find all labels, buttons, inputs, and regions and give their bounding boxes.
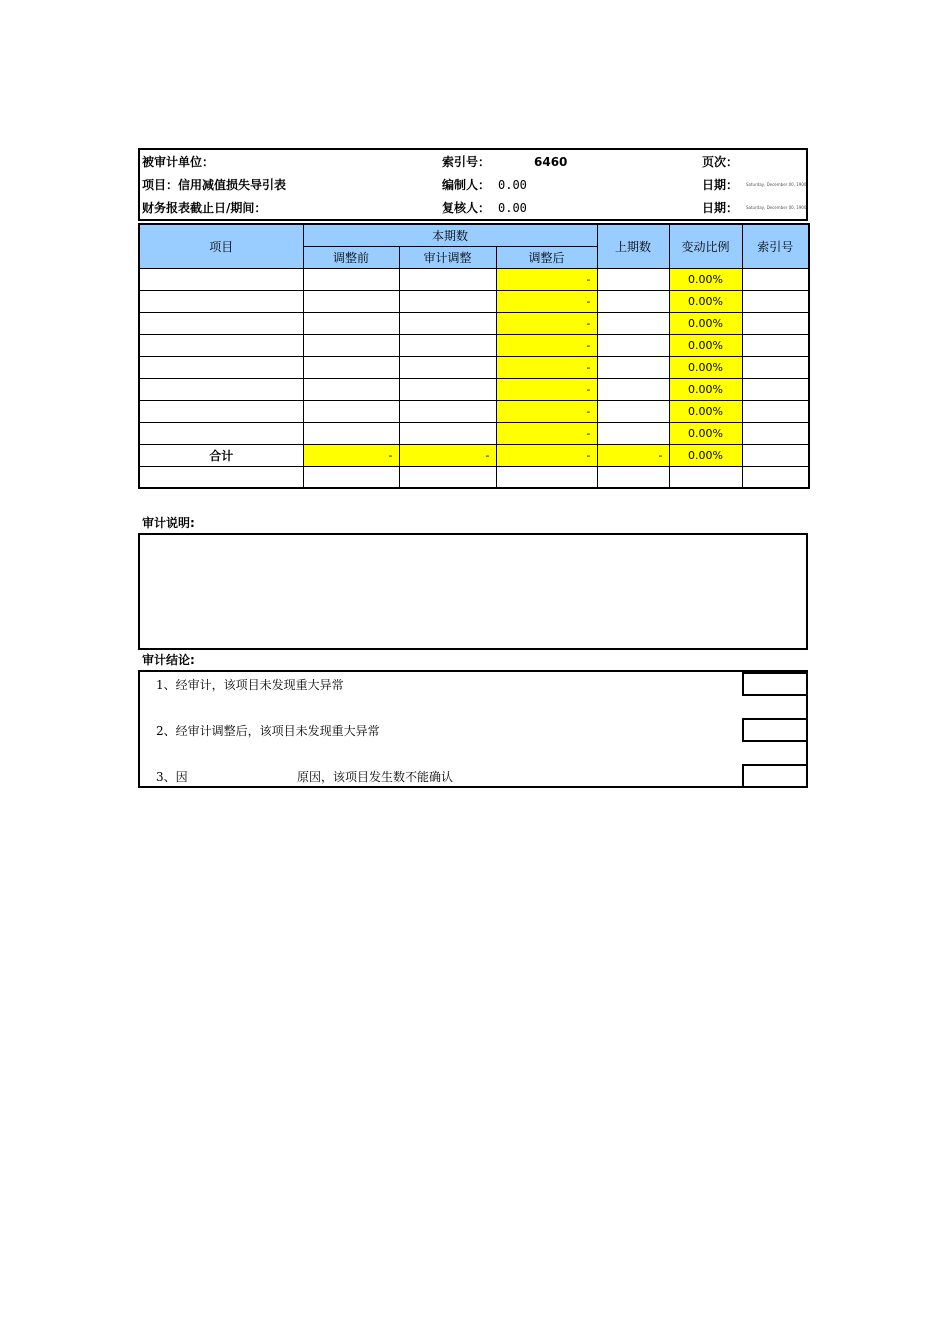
col-header-ref: 索引号 — [742, 224, 809, 268]
cell-after[interactable]: - — [496, 400, 597, 422]
cell-after[interactable]: - — [496, 356, 597, 378]
table-row — [139, 290, 809, 312]
table-row — [139, 400, 809, 422]
cell-prior[interactable] — [597, 378, 669, 400]
index-label: 索引号： — [442, 155, 491, 169]
cell-ref[interactable] — [742, 268, 809, 290]
cell-adjust[interactable] — [399, 312, 496, 334]
conclusion-label: 审计结论: — [142, 653, 195, 667]
auditee-label: 被审计单位： — [142, 155, 215, 169]
cell-before[interactable] — [303, 356, 399, 378]
cell-item[interactable] — [139, 268, 303, 290]
cell-adjust[interactable] — [399, 400, 496, 422]
total-row — [139, 444, 809, 466]
cell-before[interactable] — [303, 466, 399, 488]
cell-prior[interactable] — [597, 466, 669, 488]
col-header-after: 调整后 — [496, 246, 597, 268]
table-row — [139, 378, 809, 400]
cell-after[interactable] — [496, 466, 597, 488]
conclusion-2: 2、经审计调整后，该项目未发现重大异常 — [156, 724, 380, 738]
cell-change[interactable] — [669, 466, 742, 488]
cell-after[interactable]: - — [496, 422, 597, 444]
cell-ref[interactable] — [742, 466, 809, 488]
table-row — [139, 466, 809, 488]
cell-change[interactable]: 0.00% — [669, 334, 742, 356]
total-prior[interactable]: - — [597, 444, 669, 466]
cell-prior[interactable] — [597, 400, 669, 422]
cell-after[interactable]: - — [496, 378, 597, 400]
cell-prior[interactable] — [597, 290, 669, 312]
cell-before[interactable] — [303, 334, 399, 356]
table-row — [139, 334, 809, 356]
total-after[interactable]: - — [496, 444, 597, 466]
cell-change[interactable]: 0.00% — [669, 422, 742, 444]
conclusion-1: 1、经审计，该项目未发现重大异常 — [156, 678, 344, 692]
cell-adjust[interactable] — [399, 356, 496, 378]
col-header-item: 项目 — [139, 224, 303, 268]
header-box — [138, 148, 808, 221]
conclusion-2-checkbox[interactable] — [742, 718, 808, 742]
cell-item[interactable] — [139, 422, 303, 444]
cell-item[interactable] — [139, 312, 303, 334]
cell-before[interactable] — [303, 400, 399, 422]
conclusion-3-checkbox[interactable] — [742, 764, 808, 788]
cell-change[interactable]: 0.00% — [669, 400, 742, 422]
cell-ref[interactable] — [742, 378, 809, 400]
table-row — [139, 422, 809, 444]
cell-adjust[interactable] — [399, 290, 496, 312]
cell-change[interactable]: 0.00% — [669, 268, 742, 290]
cell-ref[interactable] — [742, 356, 809, 378]
reviewer-value: 0.00 — [498, 201, 527, 215]
total-ref[interactable] — [742, 444, 809, 466]
cell-after[interactable]: - — [496, 334, 597, 356]
cell-after[interactable]: - — [496, 268, 597, 290]
cell-adjust[interactable] — [399, 466, 496, 488]
cell-item[interactable] — [139, 400, 303, 422]
cell-before[interactable] — [303, 268, 399, 290]
col-header-prior: 上期数 — [597, 224, 669, 268]
date-label: 日期： — [702, 178, 739, 192]
table-row — [139, 268, 809, 290]
cell-change[interactable]: 0.00% — [669, 378, 742, 400]
cell-item[interactable] — [139, 378, 303, 400]
cell-before[interactable] — [303, 378, 399, 400]
preparer-value: 0.00 — [498, 178, 527, 192]
cell-ref[interactable] — [742, 312, 809, 334]
cell-prior[interactable] — [597, 312, 669, 334]
cell-after[interactable]: - — [496, 312, 597, 334]
page-label: 页次： — [702, 155, 739, 169]
total-before[interactable]: - — [303, 444, 399, 466]
explain-label: 审计说明: — [142, 516, 195, 530]
reviewer-label: 复核人： — [442, 201, 491, 215]
cell-ref[interactable] — [742, 334, 809, 356]
cell-ref[interactable] — [742, 422, 809, 444]
cell-before[interactable] — [303, 290, 399, 312]
index-value: 6460 — [534, 155, 568, 169]
cell-ref[interactable] — [742, 290, 809, 312]
table-row — [139, 312, 809, 334]
total-label: 合计 — [139, 444, 303, 466]
cell-change[interactable]: 0.00% — [669, 312, 742, 334]
conclusion-1-checkbox[interactable] — [742, 672, 808, 696]
preparer-label: 编制人： — [442, 178, 491, 192]
cell-change[interactable]: 0.00% — [669, 290, 742, 312]
review-date-label: 日期： — [702, 201, 739, 215]
cell-item[interactable] — [139, 356, 303, 378]
cell-before[interactable] — [303, 422, 399, 444]
date-value: Saturday, December 00, 1900 — [746, 182, 807, 187]
cell-item[interactable] — [139, 334, 303, 356]
total-adjust[interactable]: - — [399, 444, 496, 466]
cell-after[interactable]: - — [496, 290, 597, 312]
total-change[interactable]: 0.00% — [669, 444, 742, 466]
cell-item[interactable] — [139, 290, 303, 312]
summary-table — [138, 223, 810, 489]
review-date-value: Saturday, December 00, 1900 — [746, 205, 807, 210]
cell-prior[interactable] — [597, 356, 669, 378]
cell-prior[interactable] — [597, 268, 669, 290]
cell-before[interactable] — [303, 312, 399, 334]
cell-prior[interactable] — [597, 422, 669, 444]
col-header-change: 变动比例 — [669, 224, 742, 268]
cell-adjust[interactable] — [399, 334, 496, 356]
cell-adjust[interactable] — [399, 268, 496, 290]
explain-box[interactable] — [138, 533, 808, 650]
item-title: 项目：信用减值损失导引表 — [142, 178, 287, 192]
cell-item[interactable] — [139, 466, 303, 488]
cell-ref[interactable] — [742, 400, 809, 422]
cell-prior[interactable] — [597, 334, 669, 356]
conclusion-box — [138, 670, 808, 788]
conclusion-3-suffix: 原因，该项目发生数不能确认 — [297, 770, 454, 784]
period-label: 财务报表截止日/期间： — [142, 201, 267, 215]
col-header-current: 本期数 — [303, 224, 597, 246]
cell-adjust[interactable] — [399, 422, 496, 444]
conclusion-3-prefix: 3、因 — [156, 770, 188, 784]
table-row — [139, 356, 809, 378]
cell-adjust[interactable] — [399, 378, 496, 400]
cell-change[interactable]: 0.00% — [669, 356, 742, 378]
col-header-before: 调整前 — [303, 246, 399, 268]
col-header-adjust: 审计调整 — [399, 246, 496, 268]
